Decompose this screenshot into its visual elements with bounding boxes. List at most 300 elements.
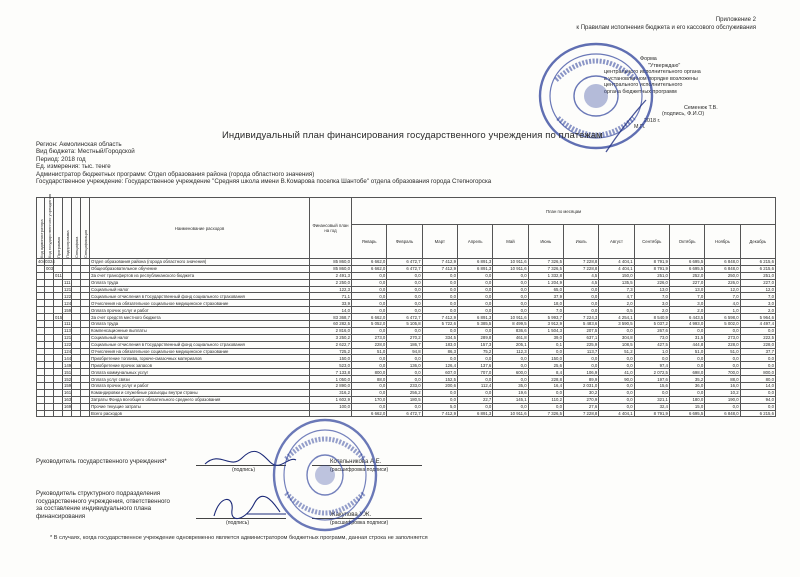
code-cell (45, 327, 54, 334)
code-cell: 124 (64, 300, 72, 306)
code-cell (72, 321, 81, 328)
month-value-cell: 427,5 (634, 341, 669, 348)
month-value-cell: 0,0 (599, 389, 634, 396)
code-cell (63, 410, 72, 417)
month-value-cell: 197,6 (634, 376, 669, 383)
month-value-cell: 0,0 (669, 355, 704, 362)
month-value-cell: 0,0 (457, 355, 492, 362)
month-value-cell: 6 472,7 (387, 265, 422, 272)
month-value-cell: 0,0 (740, 355, 775, 362)
month-value-cell: 41,0 (599, 369, 634, 376)
month-value-cell: 225,9 (563, 341, 598, 348)
month-value-cell: 88,0 (352, 376, 387, 383)
head-name: Котельникова А.Е. (330, 459, 382, 465)
expense-name-cell: Затраты Фонда всеобщего обязательного среднего образования (90, 396, 310, 403)
month-value-cell: 7 228,8 (563, 265, 598, 272)
table-row (37, 389, 776, 396)
code-cell (37, 286, 45, 293)
annual-total-cell: 71,1 (310, 293, 352, 300)
month-value-cell: 227,0 (669, 279, 704, 286)
month-value-cell: 5 052,0 (352, 321, 387, 328)
header-specification: Спецификация (81, 198, 90, 259)
month-value-cell: 0,0 (422, 396, 457, 403)
month-value-cell: 222,5 (740, 334, 775, 341)
month-value-cell: 0,0 (352, 300, 387, 307)
table-row (37, 355, 776, 362)
month-value-cell: 6 215,6 (740, 259, 775, 266)
month-value-cell: 0,0 (422, 327, 457, 334)
month-value-cell: 0,0 (705, 403, 740, 410)
table-row (37, 383, 776, 390)
expense-name-cell: Оплата коммунальных услуг (90, 369, 310, 376)
code-cell (45, 279, 54, 286)
code-cell (45, 334, 54, 341)
expense-name-cell: Приобретение топлива, горюче-смазочных материалов (90, 355, 310, 362)
code-cell (54, 286, 63, 293)
code-cell (45, 348, 54, 355)
code-cell (72, 383, 81, 390)
code-cell (37, 410, 45, 417)
header-monthly-plan: План по месяцам (352, 198, 776, 225)
month-value-cell: 5 037,2 (634, 321, 669, 328)
month-value-cell: 30,2 (563, 389, 598, 396)
month-value-cell: 150,0 (528, 355, 563, 362)
annual-total-cell: 122,3 (310, 286, 352, 293)
code-cell (45, 410, 54, 417)
month-value-cell: 8 540,9 (634, 314, 669, 321)
month-value-cell: 65,0 (528, 286, 563, 293)
month-value-cell: 7 412,9 (422, 410, 457, 417)
month-value-cell: 0,0 (457, 286, 492, 293)
code-cell (72, 327, 81, 334)
code-cell (81, 293, 90, 300)
month-value-cell: 2,0 (740, 307, 775, 314)
code-cell (54, 327, 63, 334)
header-subprogram: Подпрограмма (63, 198, 72, 259)
month-value-cell: 7 228,8 (563, 259, 598, 266)
month-value-cell: 7,0 (669, 293, 704, 300)
month-value-cell: 0,0 (422, 307, 457, 314)
month-value-cell: 186,7 (387, 341, 422, 348)
head-label: Руководитель государственного учреждения* (36, 458, 167, 465)
month-value-cell: 12,0 (740, 286, 775, 293)
expense-name-cell: Отчисления на обязательное социальное медицинское страхование (90, 348, 310, 355)
code-cell (45, 383, 54, 390)
month-value-cell: 289,8 (457, 334, 492, 341)
month-value-cell: 0,0 (634, 355, 669, 362)
month-value-cell: 106,9 (563, 369, 598, 376)
code-cell (54, 389, 63, 396)
table-row (37, 314, 776, 321)
month-value-cell: 270,2 (387, 334, 422, 341)
month-value-cell: 8 791,9 (634, 410, 669, 417)
code-cell (72, 362, 81, 369)
month-value-cell: 32,4 (634, 403, 669, 410)
expense-name-cell: Прочие текущие затраты (90, 403, 310, 410)
code-cell (81, 355, 90, 362)
header-month: Октябрь (669, 225, 704, 259)
month-value-cell: 1,0 (634, 348, 669, 355)
month-value-cell: 88,0 (705, 376, 740, 383)
code-cell: 159 (64, 383, 72, 389)
annual-total-cell: 100,0 (310, 403, 352, 410)
month-value-cell: 0,0 (352, 327, 387, 334)
code-cell: 124 (64, 349, 72, 355)
month-value-cell: 0,0 (422, 300, 457, 307)
month-value-cell: 39,0 (528, 334, 563, 341)
code-cell: 011 (55, 273, 62, 279)
annual-total-cell: 14,0 (310, 307, 352, 314)
annual-total-cell: 2 816,0 (310, 327, 352, 334)
annual-total-cell: 725,2 (310, 348, 352, 355)
month-value-cell: 2,0 (634, 307, 669, 314)
month-value-cell: 6 891,3 (457, 259, 492, 266)
month-value-cell: 35,0 (493, 383, 528, 390)
month-value-cell: 22,7 (457, 396, 492, 403)
code-cell (37, 279, 45, 286)
meta-budget-type: Вид бюджета: Местный/Городской (36, 148, 135, 156)
code-cell (37, 403, 45, 410)
dept-label-3: за составление индивидуального плана (36, 505, 152, 512)
month-value-cell: 2,0 (669, 307, 704, 314)
month-value-cell: 7,0 (705, 293, 740, 300)
code-cell (45, 341, 54, 348)
code-cell (45, 355, 54, 362)
appendix-block (576, 16, 756, 32)
month-value-cell: 0,1 (528, 341, 563, 348)
code-cell: 144 (64, 355, 72, 361)
month-value-cell: 6 662,0 (352, 410, 387, 417)
month-value-cell: 6 472,7 (387, 314, 422, 321)
appendix-line2: к Правилам исполнения бюджета и его кассового обслуживания (576, 25, 756, 31)
expense-name-cell: Общеобразовательное обучение (90, 265, 310, 272)
month-value-cell: 0,0 (457, 403, 492, 410)
code-cell (72, 369, 81, 376)
code-cell (37, 396, 45, 403)
month-value-cell: 51,2 (599, 348, 634, 355)
code-cell: 122 (64, 293, 72, 299)
month-value-cell: 180,5 (387, 396, 422, 403)
code-cell (72, 403, 81, 410)
month-value-cell: 183,0 (422, 341, 457, 348)
code-cell (45, 321, 54, 328)
month-value-cell: 0,0 (422, 286, 457, 293)
header-month: Февраль (387, 225, 422, 259)
header-month: Август (599, 225, 634, 259)
code-cell (45, 300, 54, 307)
expense-name-cell: Командировки и служебные разъезды внутри страны (90, 389, 310, 396)
code-cell (45, 376, 54, 383)
code-cell: 113 (64, 328, 71, 334)
month-value-cell: 10 911,6 (493, 410, 528, 417)
code-cell (37, 300, 45, 307)
header-month: Июнь (528, 225, 563, 259)
month-value-cell: 0,0 (352, 383, 387, 390)
code-cell (81, 334, 90, 341)
mp-label: М.П. (634, 124, 646, 131)
month-value-cell: 0,0 (493, 272, 528, 279)
month-value-cell: 15,6 (634, 383, 669, 390)
code-cell: 169 (64, 404, 72, 410)
code-cell (37, 314, 45, 321)
code-cell (81, 307, 90, 314)
code-cell (54, 369, 63, 376)
month-value-cell: 0,0 (493, 403, 528, 410)
month-value-cell: 90,0 (599, 376, 634, 383)
code-cell (72, 272, 81, 279)
month-value-cell: 4,7 (599, 293, 634, 300)
code-cell: 152 (64, 376, 72, 382)
annual-total-cell: 60 282,5 (310, 321, 352, 328)
code-cell (72, 259, 81, 266)
approve-line1: центрального исполнительного органа (604, 69, 701, 76)
month-value-cell: 7 412,9 (422, 314, 457, 321)
month-value-cell: 0,0 (563, 355, 598, 362)
month-value-cell: 0,0 (387, 307, 422, 314)
dept-sign-label: (подпись) (226, 520, 250, 526)
month-value-cell: 37,9 (528, 293, 563, 300)
code-cell (45, 272, 54, 279)
code-cell (81, 327, 90, 334)
code-cell (45, 293, 54, 300)
table-row (37, 259, 776, 266)
code-cell (37, 389, 45, 396)
month-value-cell: 0,0 (669, 327, 704, 334)
table-row (37, 403, 776, 410)
expense-name-cell: Приобретение прочих запасов (90, 362, 310, 369)
form-label: Форма (640, 56, 657, 62)
month-value-cell: 5 385,5 (457, 321, 492, 328)
month-value-cell: 157,3 (457, 341, 492, 348)
head-name-label: (расшифровка подписи) (330, 467, 389, 473)
month-value-cell: 444,8 (669, 341, 704, 348)
month-value-cell: 637,1 (563, 334, 598, 341)
header-month: Апрель (457, 225, 492, 259)
month-value-cell: 226,0 (634, 279, 669, 286)
month-value-cell: 170,0 (352, 396, 387, 403)
month-value-cell: 3,0 (740, 300, 775, 307)
code-cell: 111 (64, 321, 71, 327)
expense-name-cell: Оплата труда (90, 279, 310, 286)
month-value-cell: 273,0 (352, 334, 387, 341)
month-value-cell: 3,0 (634, 300, 669, 307)
month-value-cell: 0,0 (599, 403, 634, 410)
month-value-cell: 0,0 (563, 293, 598, 300)
month-value-cell: 180,0 (669, 396, 704, 403)
code-cell (72, 376, 81, 383)
code-cell (37, 369, 45, 376)
month-value-cell: 0,0 (387, 279, 422, 286)
header-month: Июль (563, 225, 598, 259)
approver-fio-label: (подпись, Ф.И.О) (662, 111, 705, 118)
code-cell (54, 348, 63, 355)
table-row (37, 410, 776, 417)
annual-total-cell: 2 250,0 (310, 279, 352, 286)
month-value-cell: 4,0 (705, 300, 740, 307)
month-value-cell: 51,0 (705, 348, 740, 355)
month-value-cell: 6 695,5 (669, 410, 704, 417)
annual-total-cell: 2 890,0 (310, 383, 352, 390)
table-row (37, 272, 776, 279)
month-value-cell: 27,6 (563, 403, 598, 410)
month-value-cell: 5 483,6 (563, 321, 598, 328)
annual-total-cell: 33,9 (310, 300, 352, 307)
expense-name-cell: Оплата прочих услуг и работ (90, 383, 310, 390)
month-value-cell: 0,0 (387, 286, 422, 293)
month-value-cell: 6 598,0 (705, 314, 740, 321)
month-value-cell: 4 497,4 (740, 321, 775, 328)
code-cell (54, 383, 63, 390)
month-value-cell: 5 002,0 (705, 321, 740, 328)
month-value-cell: 0,0 (387, 403, 422, 410)
month-value-cell: 0,0 (457, 307, 492, 314)
month-value-cell: 6 215,6 (740, 265, 775, 272)
code-cell: 015 (55, 314, 63, 320)
expense-name-cell: Компенсационные выплаты (90, 327, 310, 334)
month-value-cell: 3,0 (669, 300, 704, 307)
month-value-cell: 228,0 (352, 341, 387, 348)
month-value-cell: 3 590,5 (599, 321, 634, 328)
header-month: Ноябрь (705, 225, 740, 259)
month-value-cell: 461,8 (493, 334, 528, 341)
month-value-cell: 0,0 (457, 389, 492, 396)
month-value-cell: 0,0 (705, 327, 740, 334)
code-cell (37, 348, 45, 355)
code-cell (37, 265, 45, 272)
month-value-cell: 251,0 (740, 272, 775, 279)
month-value-cell: 0,0 (422, 355, 457, 362)
month-value-cell: 0,0 (493, 376, 528, 383)
month-value-cell: 6 695,5 (669, 259, 704, 266)
month-value-cell: 10 911,6 (493, 265, 528, 272)
code-cell (72, 300, 81, 307)
month-value-cell: 6 472,7 (387, 410, 422, 417)
month-value-cell: 4 254,1 (599, 314, 634, 321)
month-value-cell: 304,8 (599, 334, 634, 341)
month-value-cell: 0,0 (352, 286, 387, 293)
month-value-cell: 36,0 (669, 383, 704, 390)
month-value-cell: 7,0 (528, 307, 563, 314)
table-row (37, 334, 776, 341)
month-value-cell: 698,0 (669, 369, 704, 376)
approve-line2: в установленном порядке возложены (604, 75, 698, 82)
code-cell (37, 341, 45, 348)
month-value-cell: 0,0 (422, 279, 457, 286)
month-value-cell: 7 224,3 (563, 314, 598, 321)
month-value-cell: 227,0 (740, 279, 775, 286)
code-cell (54, 376, 63, 383)
month-value-cell: 0,0 (387, 369, 422, 376)
month-value-cell: 3 912,9 (528, 321, 563, 328)
expense-name-cell: Социальные отчисления в Государственный фонд социального страхования (90, 293, 310, 300)
table-row (37, 376, 776, 383)
month-value-cell: 836,6 (493, 327, 528, 334)
month-value-cell: 0,0 (352, 389, 387, 396)
month-value-cell: 0,0 (599, 362, 634, 369)
annual-total-cell: 1 050,0 (310, 376, 352, 383)
annual-total-cell: 85 860,0 (310, 259, 352, 266)
month-value-cell: 0,0 (352, 362, 387, 369)
month-value-cell: 8 499,5 (493, 321, 528, 328)
table-row (37, 300, 776, 307)
code-cell: 149 (64, 362, 72, 368)
month-value-cell: 108,5 (599, 341, 634, 348)
month-value-cell: 51,0 (352, 348, 387, 355)
month-value-cell: 2 031,0 (563, 383, 598, 390)
table-row (37, 293, 776, 300)
month-value-cell: 12,0 (705, 286, 740, 293)
code-cell (54, 410, 63, 417)
meta-administrator: Администратор бюджетных программ: Отдел образования района (города областного значения) (36, 170, 315, 178)
month-value-cell: 6 848,0 (705, 265, 740, 272)
table-row (37, 307, 776, 314)
month-value-cell: 0,0 (493, 279, 528, 286)
month-value-cell: 0,0 (387, 327, 422, 334)
table-row (37, 279, 776, 286)
annual-total-cell: 523,0 (310, 362, 352, 369)
code-cell (45, 389, 54, 396)
month-value-cell: 800,0 (352, 369, 387, 376)
month-value-cell: 7 412,9 (422, 265, 457, 272)
code-cell (54, 265, 63, 272)
month-value-cell: 135,5 (599, 279, 634, 286)
month-value-cell: 16,4 (528, 383, 563, 390)
month-value-cell: 4 404,1 (599, 410, 634, 417)
code-cell (37, 307, 45, 314)
dept-label-1: Руководитель структурного подразделения (36, 490, 161, 497)
expense-name-cell: За счет средств местного бюджета (90, 314, 310, 321)
table-row (37, 369, 776, 376)
code-cell (45, 286, 54, 293)
footnote: * В случаях, когда государственное учреждение одновременно является администратором бюджетных программ, данная строка не заполняется (50, 535, 428, 541)
month-value-cell: 0,0 (493, 355, 528, 362)
approve-line3: центрального исполнительного (604, 82, 683, 89)
month-value-cell: 0,0 (493, 293, 528, 300)
month-value-cell: 112,4 (457, 383, 492, 390)
month-value-cell: 0,0 (457, 327, 492, 334)
month-value-cell: 19,6 (493, 389, 528, 396)
month-value-cell: 0,0 (457, 272, 492, 279)
official-seal-bottom (270, 415, 380, 535)
month-value-cell: 0,0 (634, 389, 669, 396)
month-value-cell: 0,0 (740, 403, 775, 410)
code-cell: 121 (64, 287, 72, 292)
month-value-cell: 10,2 (705, 389, 740, 396)
month-value-cell: 0,0 (387, 355, 422, 362)
month-value-cell: 0,0 (352, 307, 387, 314)
code-cell (72, 279, 81, 286)
month-value-cell: 51,0 (669, 348, 704, 355)
month-value-cell: 0,0 (669, 389, 704, 396)
month-value-cell: 8 791,9 (634, 265, 669, 272)
month-value-cell: 152,5 (422, 376, 457, 383)
code-cell: 161 (64, 390, 72, 396)
month-value-cell: 0,0 (457, 376, 492, 383)
code-cell (37, 327, 45, 334)
month-value-cell: 7 326,5 (528, 259, 563, 266)
month-value-cell: 273,0 (705, 334, 740, 341)
header-month: Май (493, 225, 528, 259)
meta-block (36, 141, 491, 185)
meta-period: Период: 2018 год (36, 155, 86, 163)
month-value-cell: 190,0 (705, 396, 740, 403)
month-value-cell: 256,2 (387, 389, 422, 396)
month-value-cell: 7 326,5 (528, 410, 563, 417)
month-value-cell: 0,0 (387, 300, 422, 307)
month-value-cell: 0,0 (387, 272, 422, 279)
head-sign-label: (подпись) (232, 467, 256, 473)
code-cell (81, 265, 90, 272)
